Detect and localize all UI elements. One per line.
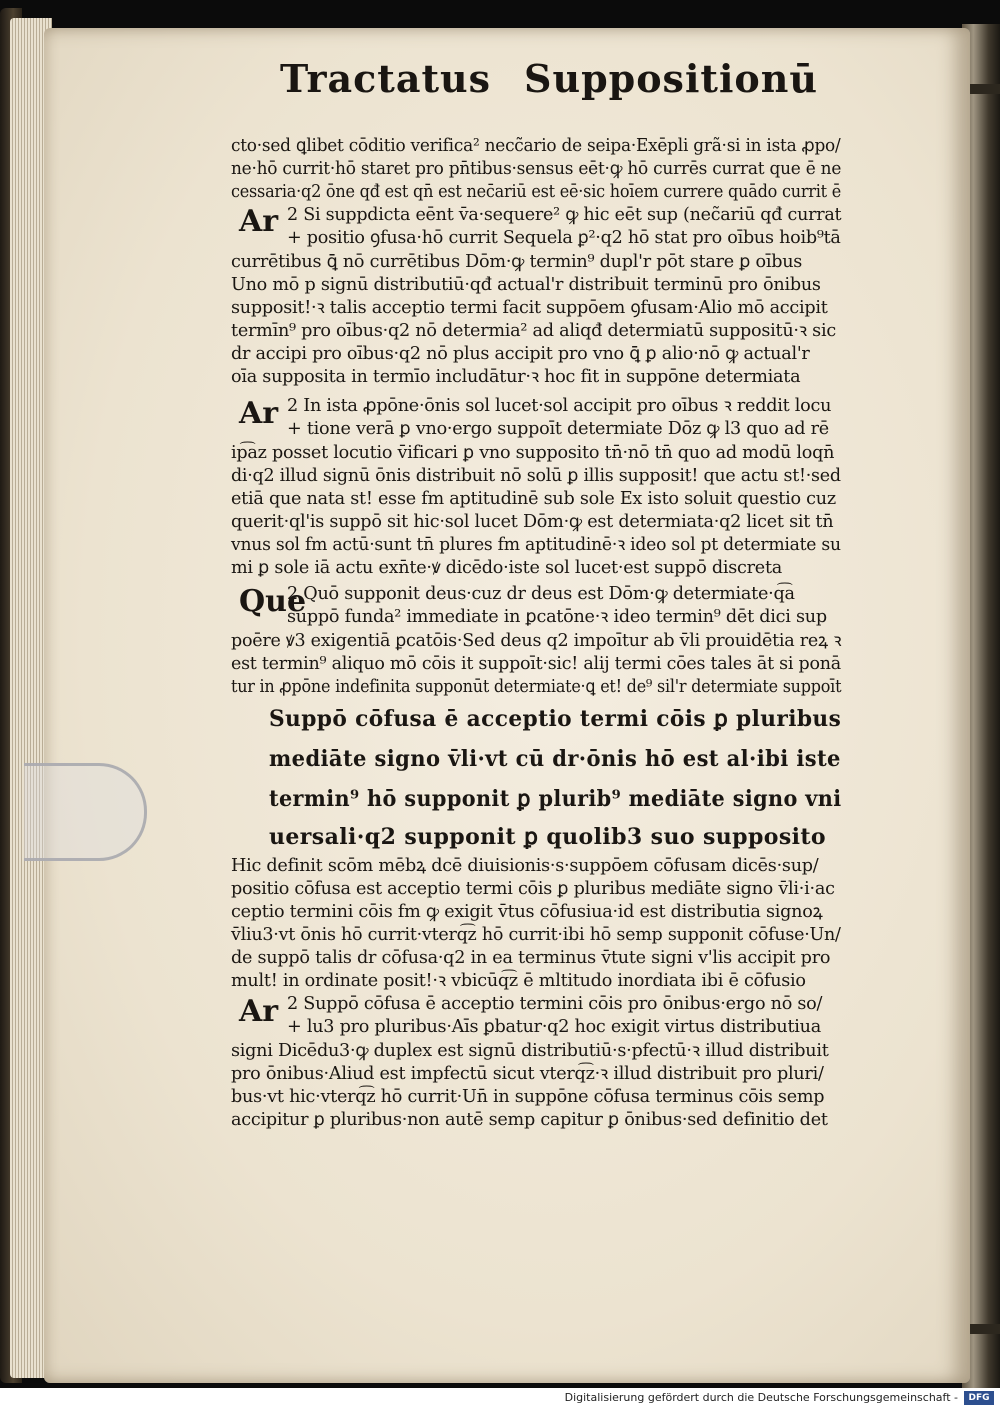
- definition-line: mediāte signo v̄li·vt cū dr·ōnis hō est al·ibi iste: [269, 746, 841, 772]
- text-line: cto·sed ꝗlibet cōditio verifica² necc̃ario de seipa·Exēpli grã·si in ista ꝓpo/: [231, 136, 841, 156]
- text-line: dr accipi pro oībus·q2 nō plus accipit pro vno ꝗ̄ ꝑ alio·nō ꝙ actual'r: [231, 344, 810, 364]
- commentary-line: signi Dicēdu3·ꝙ duplex est signū distributiū·s·pfectū·ꝛ illud distribuit: [231, 1041, 829, 1061]
- commentary-line: Hic definit scōm mēbꝝ dcē diuisionis·s·suppōem cōfusam dicēs·sup/: [231, 856, 819, 876]
- text-line: 2 Si suppdicta eēnt v̄a·sequere² ꝙ hic eēt sup (nec̃ariū qđ currat: [287, 205, 842, 225]
- commentary-line: mult! in ordinate posit!·ꝛ vbicūq͡z ē mltitudo inordiata ibi ē cōfusio: [231, 971, 806, 991]
- definition-line: Suppō cōfusa ē acceptio termi cōis ꝑ pluribus: [269, 706, 842, 732]
- text-line: etiā que nata st! esse fm aptitudinē sub sole Ex isto soluit questio cuz: [231, 489, 836, 509]
- running-head: [232, 52, 818, 108]
- text-line: + positio ꝯfusa·hō currit Sequela ꝑ²·q2 hō stat pro oībus hoib⁹tā: [287, 228, 841, 248]
- text-line: supposit!·ꝛ talis acceptio termi facit suppōem ꝯfusam·Alio mō accipit: [231, 298, 828, 318]
- initial-ar: Ar: [239, 204, 279, 239]
- text-line: Uno mō p signū distributiū·qđ actual'r distribuit terminū pro ōnibus: [231, 275, 821, 295]
- text-line: querit·ql'is suppō sit hic·sol lucet Dōm·ꝙ est determiata·q2 licet sit tn̄: [231, 512, 834, 532]
- text-line: oīa supposita in termīo includātur·ꝛ hoc fit in suppōne determiata: [231, 367, 801, 387]
- text-line: est termin⁹ aliquo mō cōis it suppoīt·sic! alij termi cōes tales āt si ponā: [231, 654, 841, 674]
- text-line: termīn⁹ pro oībus·q2 nō determia² ad aliqđ determiatū suppositū·ꝛ sic: [231, 321, 836, 341]
- initial-que: Que: [239, 584, 307, 619]
- text-line: tur in ꝓpōne indefinita supponūt determiate·ꝗ et! de⁹ sil'r determiate suppoīt: [231, 677, 842, 697]
- commentary-line: v̄liu3·vt ōnis hō currit·vterq͡z hō currit·ibi hō semp supponit cōfuse·Un/: [231, 925, 841, 945]
- text-line: mi ꝑ sole iā actu exn̄te·ꝟ dicēdo·iste sol lucet·est suppō discreta: [231, 558, 783, 578]
- text-line: cessaria·q2 ōne qđ est qn̄ est nec̄ariū est eē·sic hoīem currere quādo currit ē: [231, 182, 842, 202]
- running-head-word-1: Tractatus: [280, 56, 492, 101]
- commentary-line: accipitur ꝑ pluribus·non autē semp capitur ꝑ ōnibus·sed definitio det: [231, 1110, 828, 1130]
- commentary-line: 2 Suppō cōfusa ē acceptio termini cōis pro ōnibus·ergo nō so/: [287, 994, 823, 1014]
- text-line: ip͡az posset locutio v̄ificari ꝑ vno supposito tn̄·nō tn̄ quo ad modū loqn̄: [231, 443, 835, 463]
- paper-clip-bookmark: [24, 763, 147, 861]
- commentary-line: positio cōfusa est acceptio termi cōis ꝑ pluribus mediāte signo v̄li·i·ac: [231, 879, 835, 899]
- text-line: vnus sol fm actū·sunt tn̄ plures fm aptitudinē·ꝛ ideo sol pt determiate su: [231, 535, 841, 555]
- commentary-line: + lu3 pro pluribus·Aīs ꝑbatur·q2 hoc exigit virtus distributiua: [287, 1017, 822, 1037]
- text-line: suppō funda² immediate in ꝑcatōne·ꝛ ideo termin⁹ dēt dici sup: [287, 607, 827, 627]
- text-line: currētibus ꝗ̄ nō currētibus Dōm·ꝙ termin⁹ dupl'r pōt stare ꝑ oībus: [231, 252, 803, 272]
- footer-bar: [0, 1388, 1000, 1409]
- dfg-logo: DFG: [964, 1391, 994, 1405]
- commentary-line: ceptio termini cōis fm ꝙ exigit v̄tus cōfusiua·id est distributia signoꝝ: [231, 902, 823, 922]
- text-line: 2 Quō supponit deus·cuz dr deus est Dōm·ꝙ determiate·q͡a: [287, 584, 795, 604]
- text-line: ne·hō currit·hō staret pro pn̄tibus·sensus eēt·ꝙ hō currēs currat que ē ne: [231, 159, 842, 179]
- definition-line: uersali·q2 supponit ꝑ quolib3 suo supposito: [269, 824, 826, 850]
- funding-credit: Digitalisierung gefördert durch die Deutsche Forschungsgemeinschaft -: [564, 1391, 958, 1404]
- commentary-line: bus·vt hic·vterq͡z hō currit·Un̄ in suppōne cōfusa terminus cōis semp: [231, 1087, 825, 1107]
- text-line: poēre ꝟ3 exigentiā ꝑcatōis·Sed deus q2 impoītur ab v̄li prouidētia reꝝ ꝛ: [231, 631, 842, 651]
- text-line: + tione verā ꝑ vno·ergo suppoīt determiate Dōz ꝙ l3 quo ad rē: [287, 419, 829, 439]
- initial-ar: Ar: [239, 396, 279, 431]
- text-line: 2 In ista ꝓpōne·ōnis sol lucet·sol accipit pro oībus ꝛ reddit locu: [287, 396, 832, 416]
- text-line: di·q2 illud signū ōnis distribuit nō solū ꝑ illis supposit! que actu st!·sed: [231, 466, 841, 486]
- definition-line: termin⁹ hō supponit ꝑ plurib⁹ mediāte signo vni: [269, 786, 842, 812]
- initial-ar: Ar: [239, 994, 279, 1029]
- running-head-word-2: Suppositionū: [524, 56, 818, 101]
- commentary-line: de suppō talis dr cōfusa·q2 in ea terminus v̄tute signi v'lis accipit pro: [231, 948, 831, 968]
- commentary-line: pro ōnibus·Aliud est impfectū sicut vterq͡z·ꝛ illud distribuit pro pluri/: [231, 1064, 824, 1084]
